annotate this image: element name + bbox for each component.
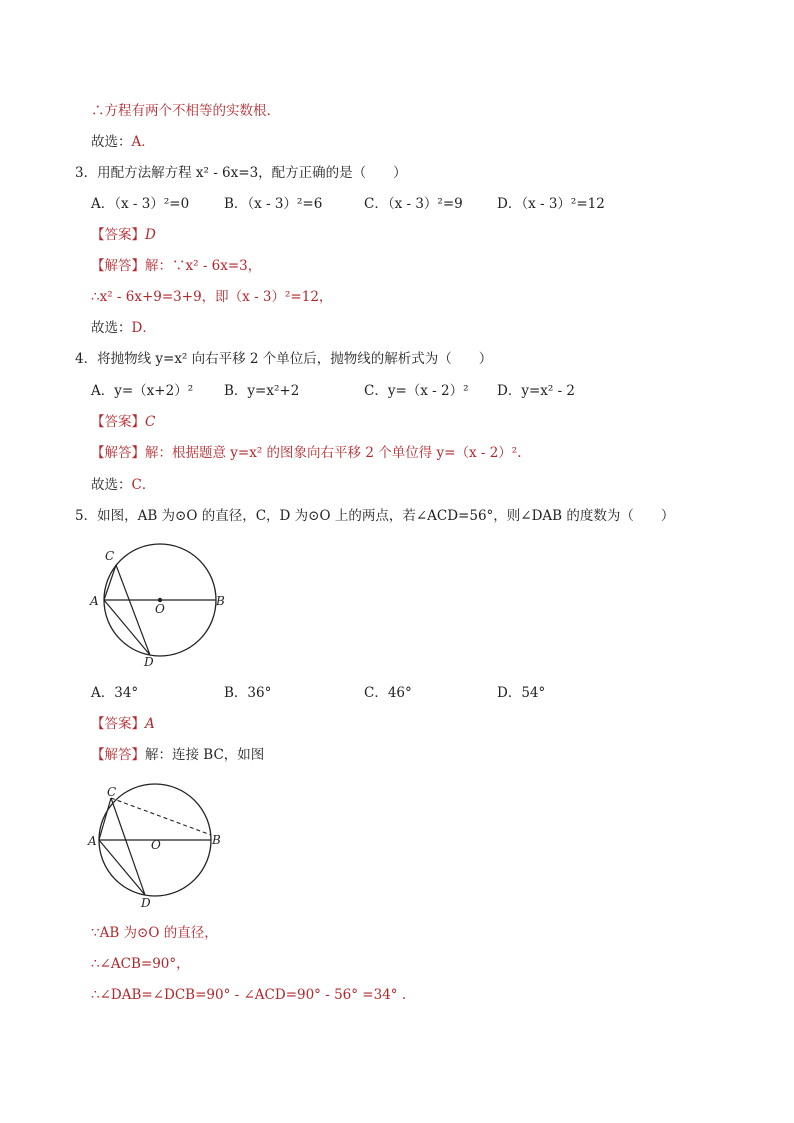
q5-solution-line-1: ∵AB 为⊙O 的直径，: [91, 925, 218, 941]
segment-ca: [99, 798, 111, 840]
choose-answer: D．: [131, 320, 156, 336]
q4-solution-line: [91, 444, 522, 462]
label-b: B: [216, 594, 225, 608]
q5-solution-figure: [85, 782, 230, 912]
solution-tag: 【解答】: [91, 747, 145, 763]
dashed-segment-bc: [111, 798, 211, 835]
segment-cd: [116, 565, 150, 655]
label-o: O: [151, 838, 161, 852]
choose-prefix: 故选：: [91, 477, 132, 493]
choose-answer: A．: [131, 134, 155, 150]
solution-tag: 【解答】: [91, 258, 145, 274]
label-c: C: [105, 549, 115, 563]
answer-tag: 【答案】: [91, 227, 145, 243]
q5-circle-figure: [85, 540, 225, 670]
label-d: D: [141, 896, 151, 910]
label-a: A: [90, 594, 99, 608]
segment-ca: [104, 565, 116, 600]
q4-option-a: A．y=（x+2）²: [91, 383, 194, 399]
q3-solution-line-2: ∴x² - 6x+9=3+9，即（x - 3）²=12，: [91, 289, 333, 305]
q4-option-d: D．y=x² - 2: [497, 383, 576, 399]
label-a: A: [88, 834, 97, 848]
top-conclusion-line: ∴方程有两个不相等的实数根.: [91, 103, 271, 119]
q3-option-a: A．（x - 3）²=0: [91, 196, 190, 212]
q5-stem: 5．如图，AB 为⊙O 的直径，C，D 为⊙O 上的两点，若∠ACD=56°，则∠DAB 的度数为（ ）: [75, 508, 675, 524]
answer-tag: 【答案】: [91, 716, 145, 732]
q5-solution-line-2: ∴∠ACB=90°，: [91, 956, 190, 972]
q4-choose-line: [91, 476, 155, 494]
choose-prefix: 故选：: [91, 134, 132, 150]
q4-option-b: B．y=x²+2: [224, 383, 300, 399]
q5-option-b: B．36°: [224, 685, 272, 701]
solution-text: 解：连接 BC，如图: [145, 747, 265, 763]
choose-answer: C．: [131, 477, 156, 493]
q4-answer-line: [91, 413, 155, 431]
answer-value: A: [145, 716, 155, 732]
label-o: O: [155, 602, 165, 616]
q5-option-a: A．34°: [91, 685, 139, 701]
q5-option-c: C．46°: [364, 685, 412, 701]
label-c: C: [107, 785, 117, 799]
choose-prefix: 故选：: [91, 320, 132, 336]
answer-tag: 【答案】: [91, 414, 145, 430]
q5-option-d: D．54°: [497, 685, 546, 701]
q5-solution-line-3: ∴∠DAB=∠DCB=90° - ∠ACD=90° - 56° =34° .: [91, 987, 407, 1003]
answer-value: D: [145, 227, 156, 243]
q3-option-b: B．（x - 3）²=6: [224, 196, 323, 212]
q5-solution-intro: [91, 746, 264, 764]
q3-option-d: D．（x - 3）²=12: [497, 196, 605, 212]
q3-stem: 3．用配方法解方程 x² - 6x=3，配方正确的是（ ）: [75, 165, 407, 181]
q3-answer-line: [91, 226, 156, 244]
q4-option-c: C．y=（x - 2）²: [364, 383, 469, 399]
q3-choose-line: [91, 319, 156, 337]
q3-option-c: C．（x - 3）²=9: [364, 196, 463, 212]
label-d: D: [144, 655, 154, 669]
label-b: B: [212, 833, 221, 847]
solution-text: 解：根据题意 y=x² 的图象向右平移 2 个单位得 y=（x - 2）².: [145, 445, 522, 461]
q5-answer-line: [91, 715, 155, 733]
q4-stem: 4．将抛物线 y=x² 向右平移 2 个单位后，抛物线的解析式为（ ）: [75, 351, 493, 367]
solution-tag: 【解答】: [91, 445, 145, 461]
top-choose-line: [91, 133, 155, 151]
q3-solution-line-1: [91, 257, 261, 275]
answer-value: C: [145, 414, 156, 430]
solution-text: 解：∵x² - 6x=3，: [145, 258, 262, 274]
